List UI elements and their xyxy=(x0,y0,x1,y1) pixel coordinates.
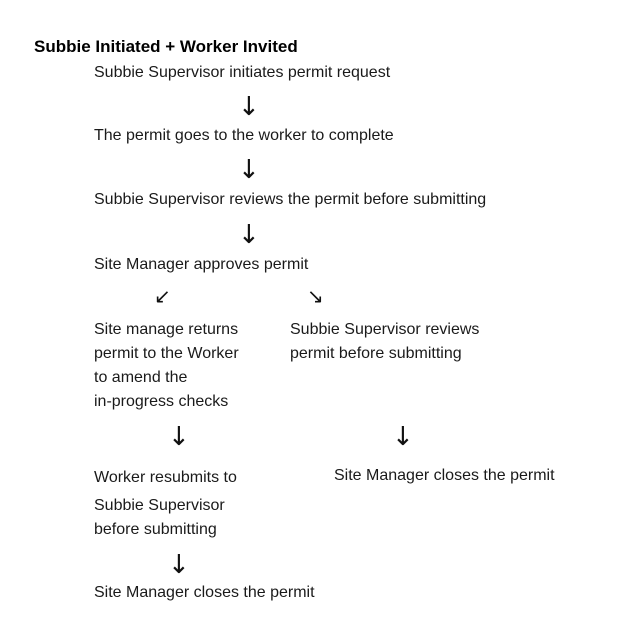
arrow-down-icon: ↓ xyxy=(238,155,260,185)
arrow-down-icon: ↓ xyxy=(238,220,260,250)
arrow-down-icon: ↓ xyxy=(168,422,190,452)
text-line: permit to the Worker xyxy=(94,345,239,362)
text-line: permit before submitting xyxy=(290,345,462,362)
arrow-down-icon: ↓ xyxy=(168,550,190,580)
arrow-down-right-icon: ↘ xyxy=(307,284,324,308)
text-line: Worker resubmits to xyxy=(94,469,237,486)
text-line: Site manage returns xyxy=(94,321,239,338)
step-manager-returns xyxy=(94,318,239,414)
step-manager-closes-right: Site Manager closes the permit xyxy=(334,467,555,484)
step-to-worker: The permit goes to the worker to complete xyxy=(94,127,394,144)
arrow-down-icon: ↓ xyxy=(238,92,260,122)
step-supervisor-review: Subbie Supervisor reviews the permit before submitting xyxy=(94,191,487,208)
arrow-down-icon: ↓ xyxy=(392,422,414,452)
text-line: Subbie Supervisor reviews xyxy=(290,321,480,338)
text-line: to amend the xyxy=(94,369,188,386)
text-line: before submitting xyxy=(94,521,217,538)
step-manager-approves: Site Manager approves permit xyxy=(94,256,309,273)
step-worker-resubmits xyxy=(94,464,237,540)
step-initiate: Subbie Supervisor initiates permit request xyxy=(94,64,391,81)
step-supervisor-reviews-right xyxy=(290,318,479,366)
arrow-down-left-icon: ↙ xyxy=(154,284,171,308)
step-manager-closes-left: Site Manager closes the permit xyxy=(94,584,315,601)
diagram-title: Subbie Initiated + Worker Invited xyxy=(34,37,298,56)
text-line: in-progress checks xyxy=(94,393,229,410)
text-line: Subbie Supervisor xyxy=(94,497,225,514)
